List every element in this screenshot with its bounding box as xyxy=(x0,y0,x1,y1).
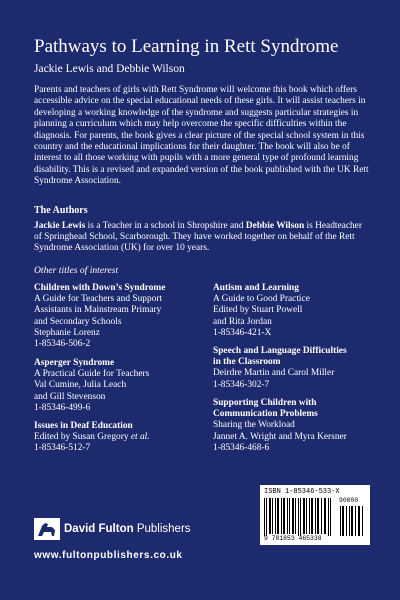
authors-bio xyxy=(34,221,372,255)
related-book-editor-etal: et al. xyxy=(130,432,150,443)
related-book-line: A Guide to Good Practice xyxy=(213,294,310,305)
related-book-line: Deirdre Martin and Carol Miller xyxy=(213,368,335,379)
related-book-line: and Secondary Schools xyxy=(34,316,122,327)
author-bio-text-1: is a Teacher in a school in Shropshire and xyxy=(85,221,246,231)
publisher-name xyxy=(64,523,191,535)
related-book-title: Speech and Language Difficulties xyxy=(213,346,347,356)
barcode-addon: 90000 xyxy=(339,497,359,504)
related-book-isbn: 1-85346-506-2 xyxy=(34,339,91,350)
related-book-line: and Gill Stevenson xyxy=(34,391,106,402)
related-book-line: Stephanie Lorenz xyxy=(34,327,100,338)
publisher-name-regular: Publishers xyxy=(133,523,191,535)
related-book-title: Children with Down’s Syndrome xyxy=(34,283,166,293)
publisher-name-bold: David Fulton xyxy=(64,523,134,535)
related-book-title: Autism and Learning xyxy=(213,283,299,293)
related-book-isbn: 1-85346-468-6 xyxy=(213,442,270,453)
related-book-title: Communication Problems xyxy=(213,409,318,420)
related-book-title: in the Classroom xyxy=(213,357,281,368)
related-book-title: Asperger Syndrome xyxy=(34,358,115,368)
publisher-logo xyxy=(34,517,191,541)
related-book-title: Issues in Deaf Education xyxy=(34,421,133,431)
related-book-editor xyxy=(34,432,204,443)
isbn-barcode xyxy=(260,485,370,545)
publisher-website: www.fultonpublishers.co.uk xyxy=(34,550,183,561)
related-book-title: Supporting Children with xyxy=(213,398,317,408)
related-book-isbn: 1-85346-421-X xyxy=(213,327,272,338)
related-book-line: Assistants in Mainstream Primary xyxy=(34,305,162,316)
other-titles-label: Other titles of interest xyxy=(34,265,119,276)
publisher-horse-icon xyxy=(34,518,60,540)
related-book-isbn: 1-85346-499-6 xyxy=(34,402,91,413)
related-book-4 xyxy=(213,283,383,339)
author-name-2: Debbie Wilson xyxy=(245,221,305,231)
related-book-3 xyxy=(34,421,204,455)
author-bio-text-2: is Headteacher of Springhead School, Scarborough. They have worked together on behalf of the Rett Syndrome Association (UK) for over 10 years. xyxy=(34,221,362,254)
book-blurb: Parents and teachers of girls with Rett Syndrome will welcome this book which offers accessible advice on the special educational needs of these girls. It will assist teachers in developing a working knowledge of the syndrome and suggests particular strategies in planning a curriculum which may help overcome the specific difficulties within the diagnosis. For parents, the book gives a clear picture of the special school system in this country and the educational implications for their daughter. The book will also be of interest to all those working with pupils with a more general type of profound learning disability. This is a revised and expanded version of the book published with the UK Rett Syndrome Association. xyxy=(34,85,369,187)
related-book-line: Sharing the Workload xyxy=(213,420,295,431)
related-book-line: A Guide for Teachers and Support xyxy=(34,294,163,305)
barcode-digits: 9 781853 465338 xyxy=(264,535,322,542)
related-book-line: and Rita Jordan xyxy=(213,316,272,327)
related-book-2 xyxy=(34,358,204,414)
related-book-1 xyxy=(34,283,204,350)
related-book-isbn: 1-85346-512-7 xyxy=(34,443,91,454)
book-authors: Jackie Lewis and Debbie Wilson xyxy=(34,63,185,75)
book-title: Pathways to Learning in Rett Syndrome xyxy=(34,36,339,57)
related-book-line: Jannet A. Wright and Myra Kersner xyxy=(213,431,347,442)
related-book-6 xyxy=(213,398,383,454)
related-book-line: A Practical Guide for Teachers xyxy=(34,369,150,380)
related-book-isbn: 1-85346-302-7 xyxy=(213,379,270,390)
related-book-editor-name: Edited by Susan Gregory xyxy=(34,432,131,443)
author-name-1: Jackie Lewis xyxy=(34,221,86,231)
isbn-number: ISBN 1-85346-533-X xyxy=(264,488,340,496)
related-book-5 xyxy=(213,346,383,391)
related-book-line: Edited by Stuart Powell xyxy=(213,305,303,316)
authors-heading: The Authors xyxy=(34,205,88,216)
related-book-line: Val Cumine, Julia Leach xyxy=(34,380,127,391)
